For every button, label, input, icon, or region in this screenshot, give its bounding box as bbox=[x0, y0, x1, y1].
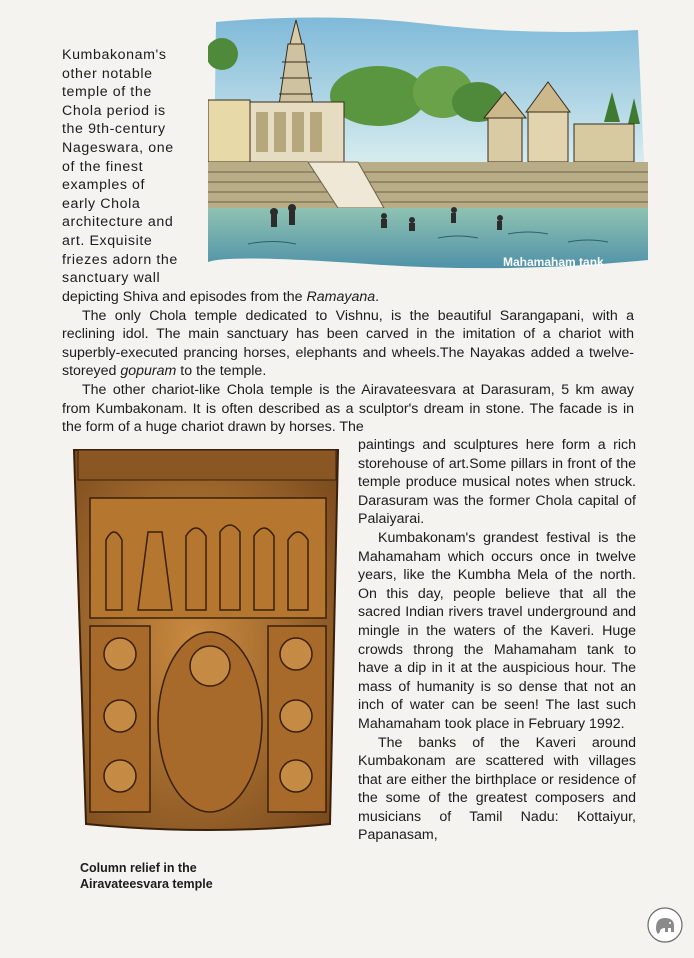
intro-continuation bbox=[62, 288, 634, 307]
intro-line: Nageswara, one bbox=[62, 139, 174, 156]
relief-caption-line: Airavateesvara temple bbox=[80, 877, 213, 891]
intro-line: the 9th-century bbox=[62, 121, 166, 138]
intro-column bbox=[62, 46, 184, 288]
intro-line: other notable bbox=[62, 65, 153, 82]
full-width-text bbox=[62, 288, 634, 437]
paragraph-banks: The banks of the Kaveri around Kumbakonam are scattered with villages that are either the birthplace or residence of the some of the greatest composers and musicians of Tamil Nadu: Kottaiyur, Papanasam, bbox=[358, 734, 636, 844]
intro-line: Kumbakonam's bbox=[62, 47, 167, 63]
text-run: depicting Shiva and episodes from the bbox=[62, 289, 307, 305]
right-column-text bbox=[358, 436, 636, 845]
intro-line: temple of the bbox=[62, 84, 152, 101]
paragraph-festival: Kumbakonam's grandest festival is the Mahamaham which occurs once in twelve years, like the Kumbha Mela of the north. On this day, people believe that all the sacred Indian rivers travel underground and mingle in the waters of the Kaveri. Huge crowds throng the Mahamaham tank to have a dip in it at the auspicious hour. The mass of humanity is so dense that not an inch of water can be seen! The last such Mahamaham took place in February 1992. bbox=[358, 529, 636, 732]
relief-caption-line: Column relief in the bbox=[80, 861, 197, 875]
intro-line: architecture and bbox=[62, 214, 174, 231]
paragraph-vishnu bbox=[62, 307, 634, 381]
intro-line: friezes adorn the bbox=[62, 251, 178, 268]
paragraph-darasuram: The other chariot-like Chola temple is the Airavateesvara at Darasuram, 5 km away from Kumbakonam. It is often described as a sculptor's dream in stone. The facade is in the form of a huge chariot drawn by horses. The bbox=[62, 381, 634, 436]
intro-line: Chola period is bbox=[62, 102, 166, 119]
intro-line: sanctuary wall bbox=[62, 270, 161, 287]
text-run: The only Chola temple dedicated to Vishnu, is the beautiful Sarangapani, with a reclining idol. The main sanctuary has been carved in the imitation of a chariot with superbly-executed prancing horses, elephants and wheels.The Nayakas added a twelve-storeyed bbox=[62, 307, 634, 380]
intro-line: of the finest bbox=[62, 158, 144, 175]
paragraph-darasuram-continued: paintings and sculptures here form a rich storehouse of art.Some pillars in front of the temple produce musical notes when struck. Darasuram was the former Chola capital of Palaiyarai. bbox=[358, 437, 636, 528]
tank-caption: Mahamaham tank bbox=[503, 255, 604, 269]
column-relief-illustration bbox=[68, 440, 348, 840]
intro-line: early Chola bbox=[62, 195, 141, 212]
elephant-logo-icon bbox=[646, 906, 684, 944]
mahamaham-tank-illustration bbox=[208, 12, 648, 282]
intro-line: art. Exquisite bbox=[62, 232, 153, 249]
relief-caption bbox=[80, 860, 213, 892]
text-run: to the temple. bbox=[176, 363, 267, 380]
emphasis: gopuram bbox=[120, 363, 177, 380]
text-run: . bbox=[375, 289, 380, 305]
emphasis: Ramayana bbox=[306, 289, 376, 305]
intro-line: examples of bbox=[62, 177, 146, 194]
